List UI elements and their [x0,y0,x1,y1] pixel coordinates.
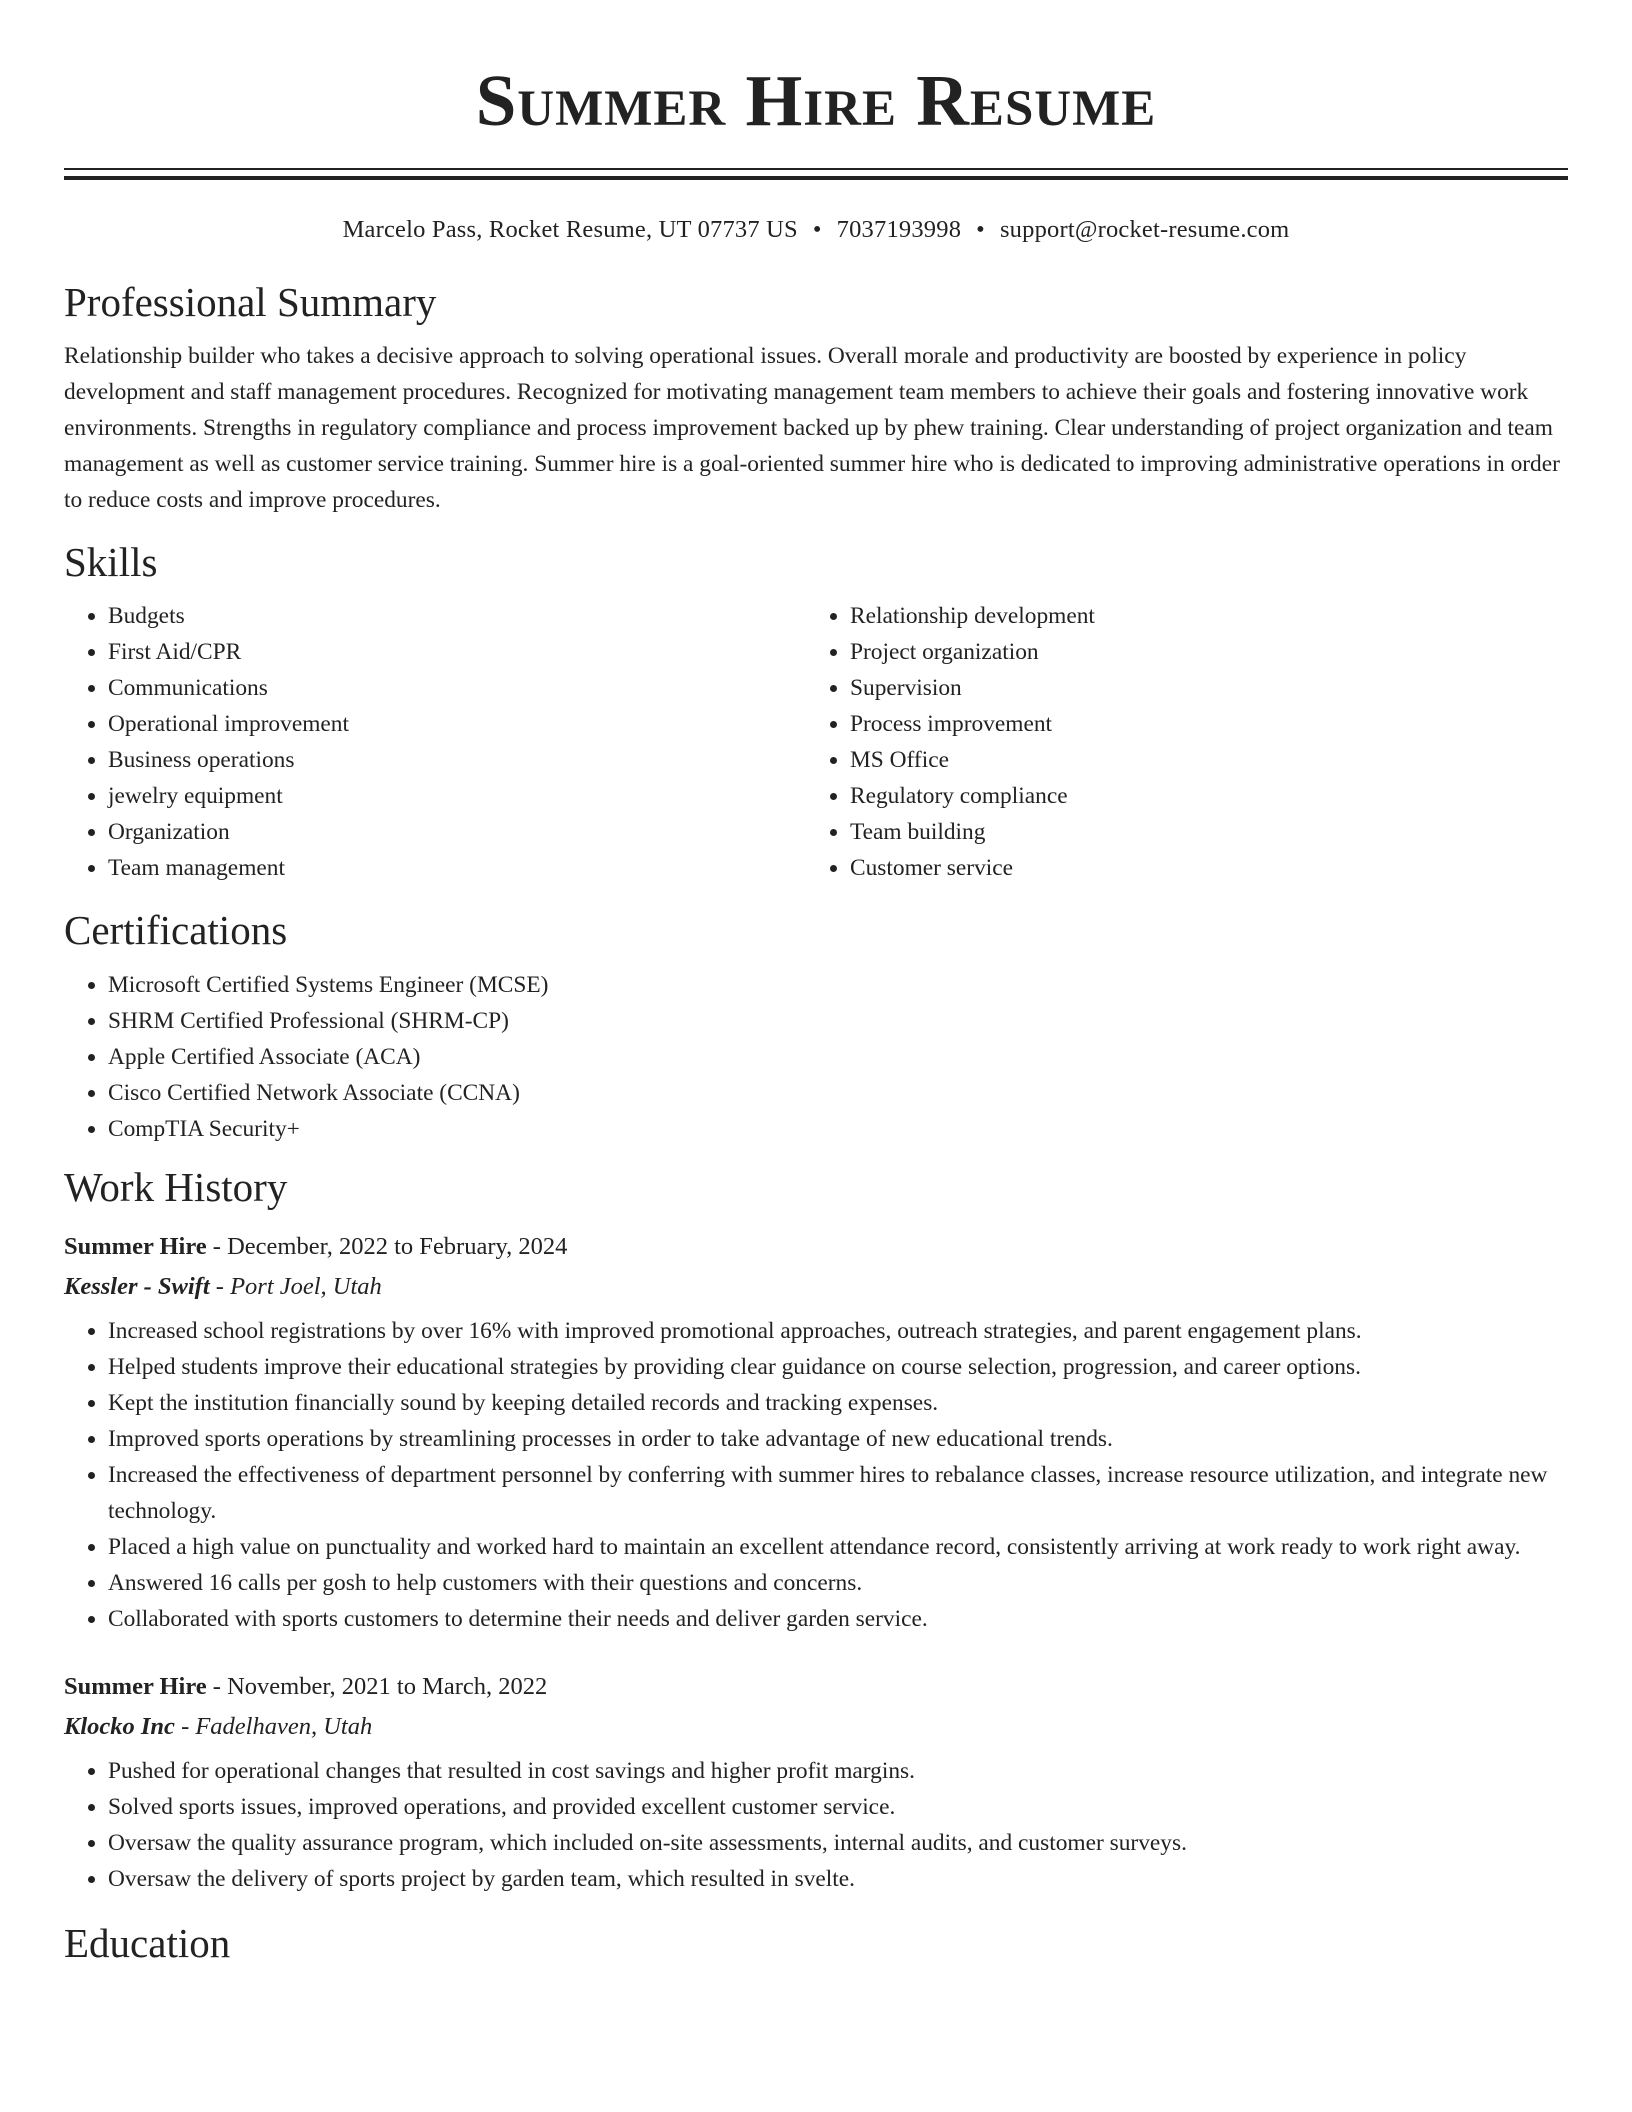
skill-item: • Project organization [850,634,1548,670]
certification-item: • Apple Certified Associate (ACA) [108,1039,1568,1075]
job-bullet: • Increased the effectiveness of department personnel by conferring with summer hires to rebalance classes, increase resource utilization, and integrate new technology. [108,1457,1568,1529]
skill-item: • Regulatory compliance [850,778,1548,814]
job-bullet: • Oversaw the quality assurance program, which included on-site assessments, internal audits, and customer surveys. [108,1825,1568,1861]
skill-item: • Organization [108,814,806,850]
skill-item: • Process improvement [850,706,1548,742]
job-title-line [64,1227,1568,1267]
skill-item: • Supervision [850,670,1548,706]
job-entry [64,1227,1568,1637]
job-company: Klocko Inc [64,1713,175,1740]
work-history-heading: Work History [64,1164,288,1210]
skill-item: • Business operations [108,742,806,778]
job-bullet: • Oversaw the delivery of sports project by garden team, which resulted in svelte. [108,1861,1568,1897]
job-bullet: • Helped students improve their educational strategies by providing clear guidance on course selection, progression, and career options. [108,1349,1568,1385]
job-bullets [64,1313,1568,1637]
job-entry [64,1667,1568,1897]
contact-phone: 7037193998 [836,216,962,243]
skill-item: • jewelry equipment [108,778,806,814]
job-company-line [64,1707,1568,1747]
skill-item: • Communications [108,670,806,706]
job-bullet: • Collaborated with sports customers to determine their needs and deliver garden service. [108,1601,1568,1637]
certification-item: • Microsoft Certified Systems Engineer (MCSE) [108,967,1568,1003]
contact-address: Marcelo Pass, Rocket Resume, UT 07737 US [342,216,798,243]
job-location: - Port Joel, Utah [209,1273,382,1300]
summary-heading: Professional Summary [64,279,437,325]
title-divider-thin [64,168,1568,170]
job-title: Summer Hire [64,1673,207,1700]
certifications-heading: Certifications [64,907,288,953]
job-bullet: • Increased school registrations by over 16% with improved promotional approaches, outreach strategies, and parent engagement plans. [108,1313,1568,1349]
job-bullet: • Pushed for operational changes that resulted in cost savings and higher profit margins. [108,1753,1568,1789]
job-company-line [64,1267,1568,1307]
job-bullets [64,1753,1568,1897]
contact-line [64,215,1568,245]
skills-list-left [64,598,806,886]
summary-text: Relationship builder who takes a decisive approach to solving operational issues. Overall morale and productivity are boosted by experience in policy development and staff management procedures. Recognized for motivating management team members to achieve their goals and fostering innovative work environments. Strengths in regulatory compliance and process improvement backed up by phew training. Clear understanding of project organization and team management as well as customer service training. Summer hire is a goal-oriented summer hire who is dedicated to improving administrative operations in order to reduce costs and improve procedures. [64,343,1560,513]
resume-title: Summer Hire Resume [475,60,1157,141]
skill-item: • Relationship development [850,598,1548,634]
skill-item: • Team management [108,850,806,886]
job-dates: - December, 2022 to February, 2024 [206,1233,568,1260]
skill-item: • Customer service [850,850,1548,886]
job-dates: - November, 2021 to March, 2022 [206,1673,548,1700]
skills-heading: Skills [64,539,158,585]
job-bullet: • Placed a high value on punctuality and worked hard to maintain an excellent attendance record, consistently arriving at work ready to work right away. [108,1529,1568,1565]
job-title-line [64,1667,1568,1707]
certification-item: • CompTIA Security+ [108,1111,1568,1147]
education-heading: Education [64,1920,231,1966]
certification-item: • Cisco Certified Network Associate (CCNA) [108,1075,1568,1111]
skill-item: • Team building [850,814,1548,850]
skills-columns [64,598,1568,886]
job-company: Kessler - Swift [64,1273,210,1300]
skill-item: • Operational improvement [108,706,806,742]
skill-item: • MS Office [850,742,1548,778]
contact-email: support@rocket-resume.com [999,216,1290,243]
title-divider-thick [64,176,1568,180]
job-title: Summer Hire [64,1233,207,1260]
certification-item: • SHRM Certified Professional (SHRM-CP) [108,1003,1568,1039]
skill-item: • First Aid/CPR [108,634,806,670]
certifications-list [64,967,1568,1147]
skills-list-right [806,598,1548,886]
job-location: - Fadelhaven, Utah [174,1713,373,1740]
job-bullet: • Answered 16 calls per gosh to help customers with their questions and concerns. [108,1565,1568,1601]
job-bullet: • Solved sports issues, improved operations, and provided excellent customer service. [108,1789,1568,1825]
contact-separator: • [976,216,985,243]
job-bullet: • Kept the institution financially sound by keeping detailed records and tracking expenses. [108,1385,1568,1421]
job-bullet: • Improved sports operations by streamlining processes in order to take advantage of new educational trends. [108,1421,1568,1457]
skill-item: • Budgets [108,598,806,634]
contact-separator: • [812,216,822,243]
